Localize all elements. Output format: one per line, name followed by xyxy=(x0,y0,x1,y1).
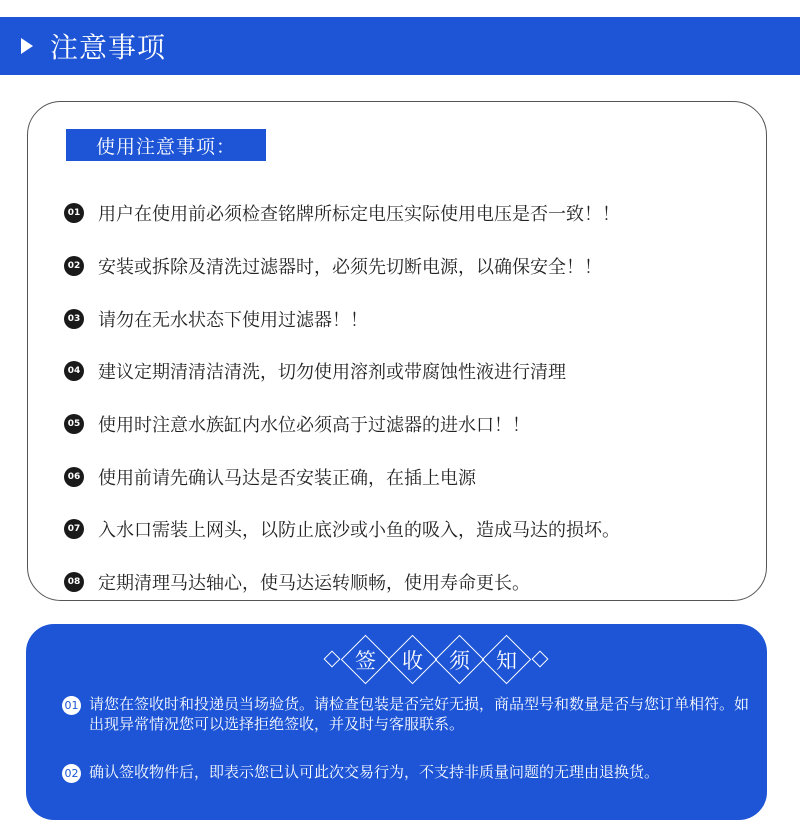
usage-notes-list xyxy=(64,187,620,609)
usage-notes-panel xyxy=(27,101,767,601)
receipt-notice-title xyxy=(322,635,550,683)
diamond-ornament-icon xyxy=(532,651,549,668)
note-text: 定期清理马达轴心，使马达运转顺畅，使用寿命更长。 xyxy=(98,573,530,595)
list-item xyxy=(64,398,620,451)
note-text: 建议定期清清洁清洗，切勿使用溶剂或带腐蚀性液进行清理 xyxy=(98,362,566,384)
note-text: 安装或拆除及清洗过滤器时，必须先切断电源，以确保安全！！ xyxy=(98,257,602,279)
notice-text: 确认签收物件后，即表示您已认可此次交易行为，不支持非质量问题的无理由退换货。 xyxy=(89,763,660,781)
list-item xyxy=(64,187,620,240)
note-text: 入水口需装上网头，以防止底沙或小鱼的吸入，造成马达的损坏。 xyxy=(98,520,620,542)
list-item xyxy=(64,450,620,503)
title-char: 须 xyxy=(449,648,470,672)
note-text: 使用前请先确认马达是否安装正确，在插上电源 xyxy=(98,467,476,489)
note-text: 用户在使用前必须检查铭牌所标定电压实际使用电压是否一致！！ xyxy=(98,204,620,226)
number-badge: 06 xyxy=(64,467,84,487)
title-char-frame xyxy=(435,634,484,683)
title-char-frame xyxy=(388,634,437,683)
usage-notes-heading: 使用注意事项： xyxy=(66,129,266,161)
list-item xyxy=(64,503,620,556)
section-title: 注意事项 xyxy=(50,31,167,64)
notice-text: 请您在签收时和投递员当场验货。请检查包装是否完好无损，商品型号和数量是否与您订单相符。如出现异常情况您可以选择拒绝签收，并及时与客服联系。 xyxy=(89,695,750,733)
number-badge: 02 xyxy=(64,256,84,276)
number-badge: 04 xyxy=(64,361,84,381)
receipt-notice-panel xyxy=(26,624,767,820)
number-badge: 02 xyxy=(62,764,81,783)
number-badge: 05 xyxy=(64,414,84,434)
list-item xyxy=(62,762,752,783)
play-arrow-icon xyxy=(21,38,33,54)
section-header xyxy=(0,17,800,75)
number-badge: 07 xyxy=(64,519,84,539)
number-badge: 01 xyxy=(62,696,81,715)
list-item xyxy=(62,694,752,734)
diamond-ornament-icon xyxy=(324,651,341,668)
note-text: 请勿在无水状态下使用过滤器！！ xyxy=(98,309,368,331)
number-badge: 03 xyxy=(64,309,84,329)
list-item xyxy=(64,292,620,345)
note-text: 使用时注意水族缸内水位必须高于过滤器的进水口！！ xyxy=(98,415,530,437)
title-char: 知 xyxy=(496,648,517,672)
number-badge: 08 xyxy=(64,572,84,592)
title-char-frame xyxy=(341,634,390,683)
list-item xyxy=(64,240,620,293)
list-item xyxy=(64,556,620,609)
title-char: 收 xyxy=(402,648,423,672)
title-char-frame xyxy=(482,634,531,683)
list-item xyxy=(64,345,620,398)
title-char: 签 xyxy=(355,648,376,672)
number-badge: 01 xyxy=(64,203,84,223)
